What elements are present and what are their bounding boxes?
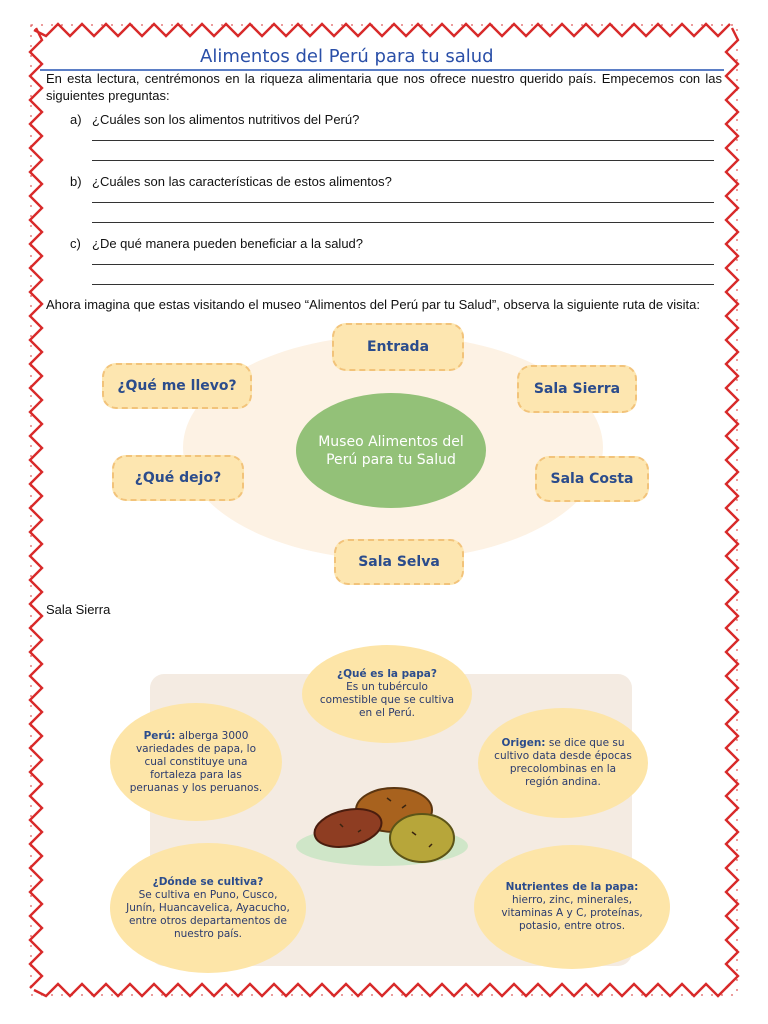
node-que-me-llevo: ¿Qué me llevo? [102, 363, 252, 409]
bubble-origen: Origen: se dice que su cultivo data desde épocas precolombinas en la región andina. [478, 708, 648, 818]
potatoes-illustration [292, 780, 472, 870]
question-a: a) ¿Cuáles son los alimentos nutritivos del Perú? [70, 112, 360, 127]
bubble-donde-cultiva: ¿Dónde se cultiva? Se cultiva en Puno, Cusco, Junín, Huancavelica, Ayacucho, entre otros departamentos de nuestro país. [110, 843, 306, 973]
answer-line[interactable] [92, 202, 714, 203]
node-sala-selva: Sala Selva [334, 539, 464, 585]
answer-line[interactable] [92, 264, 714, 265]
node-sala-sierra: Sala Sierra [517, 365, 637, 413]
museum-intro: Ahora imagina que estas visitando el museo “Alimentos del Perú par tu Salud”, observa la siguiente ruta de visita: [46, 297, 700, 312]
page-title: Alimentos del Perú para tu salud [200, 46, 494, 67]
question-b: b) ¿Cuáles son las características de estos alimentos? [70, 174, 392, 189]
bubble-nutrientes: Nutrientes de la papa: hierro, zinc, minerales, vitaminas A y C, proteínas, potasio, entre otros. [474, 845, 670, 969]
diagram-center: Museo Alimentos del Perú para tu Salud [296, 393, 486, 508]
answer-line[interactable] [92, 222, 714, 223]
node-entrada: Entrada [332, 323, 464, 371]
node-que-dejo: ¿Qué dejo? [112, 455, 244, 501]
answer-line[interactable] [92, 160, 714, 161]
bubble-peru: Perú: alberga 3000 variedades de papa, lo cual constituye una fortaleza para las peruanas y los peruanos. [110, 703, 282, 821]
node-sala-costa: Sala Costa [535, 456, 649, 502]
section-label: Sala Sierra [46, 602, 111, 617]
question-c: c) ¿De qué manera pueden beneficiar a la salud? [70, 236, 364, 251]
answer-line[interactable] [92, 284, 714, 285]
intro-paragraph: En esta lectura, centrémonos en la riqueza alimentaria que nos ofrece nuestro querido país. Empecemos con las siguientes preguntas: [46, 71, 722, 103]
answer-line[interactable] [92, 140, 714, 141]
bubble-que-es-papa: ¿Qué es la papa? Es un tubérculo comestible que se cultiva en el Perú. [302, 645, 472, 743]
